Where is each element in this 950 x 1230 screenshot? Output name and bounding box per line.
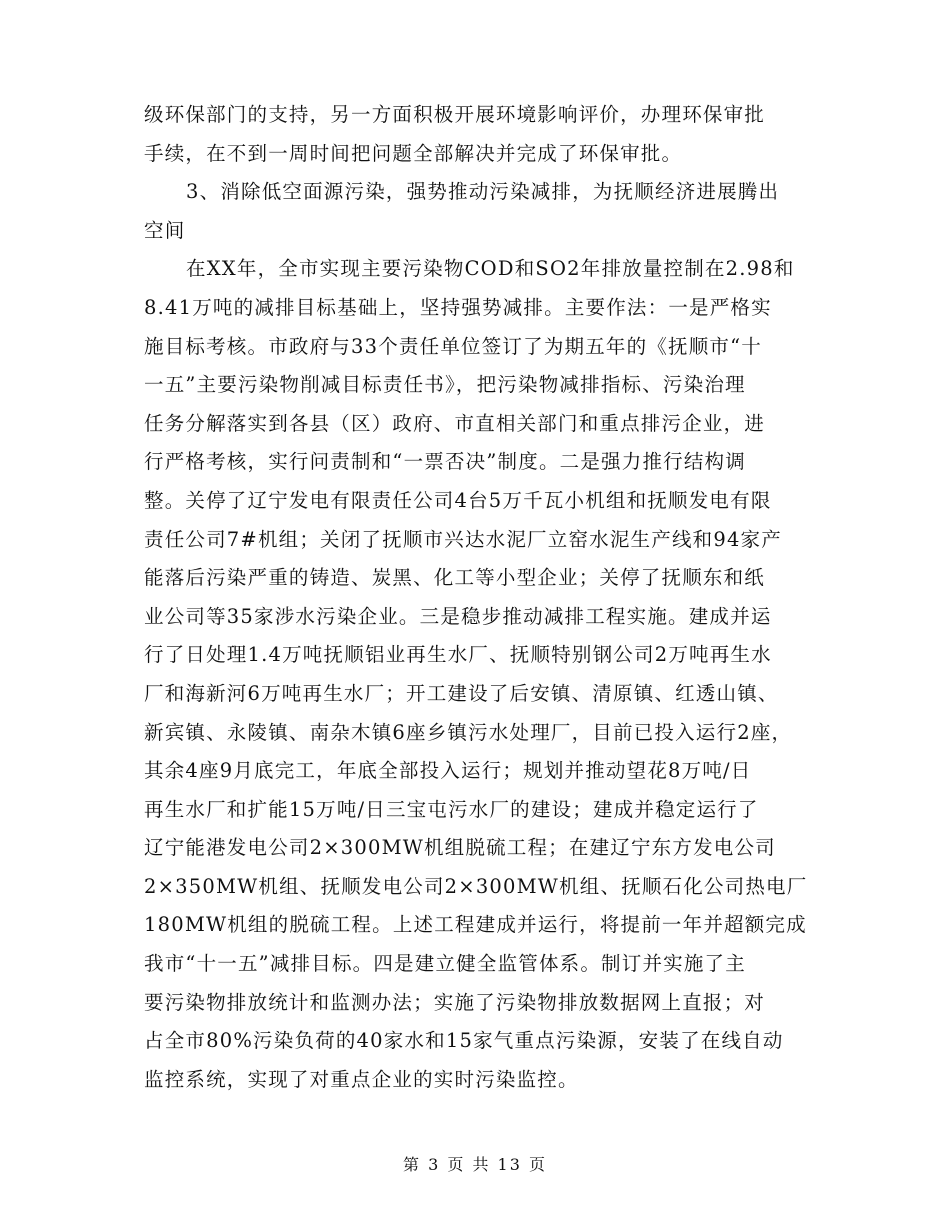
text-line: 责任公司7#机组；关闭了抚顺市兴达水泥厂立窑水泥生产线和94家产 bbox=[144, 527, 782, 551]
body-text bbox=[144, 96, 824, 1099]
text-line: 其余4座9月底完工，年底全部投入运行；规划并推动望花8万吨/日 bbox=[144, 759, 752, 783]
text-line: 任务分解落实到各县（区）政府、市直相关部门和重点排污企业，进 bbox=[144, 411, 766, 435]
text-line: 整。关停了辽宁发电有限责任公司4台5万千瓦小机组和抚顺发电有限 bbox=[144, 488, 772, 512]
text-line: 新宾镇、永陵镇、南杂木镇6座乡镇污水处理厂，目前已投入运行2座， bbox=[144, 720, 793, 744]
text-line: 业公司等35家涉水污染企业。三是稳步推动减排工程实施。建成并运 bbox=[144, 604, 772, 628]
text-line: 2×350MW机组、抚顺发电公司2×300MW机组、抚顺石化公司热电厂 bbox=[144, 874, 808, 898]
text-line: 手续，在不到一周时间把问题全部解决并完成了环保审批。 bbox=[144, 141, 683, 165]
text-line: 要污染物排放统计和监测办法；实施了污染物排放数据网上直报；对 bbox=[144, 990, 766, 1014]
text-line: 我市“十一五”减排目标。四是建立健全监管体系。制订并实施了主 bbox=[144, 952, 746, 976]
text-line: 行了日处理1.4万吨抚顺铝业再生水厂、抚顺特别钢公司2万吨再生水 bbox=[144, 643, 772, 667]
section-heading-continued: 空间 bbox=[144, 218, 186, 242]
text-line: 8.41万吨的减排目标基础上，坚持强势减排。主要作法：一是严格实 bbox=[144, 295, 772, 319]
text-line: 施目标考核。市政府与33个责任单位签订了为期五年的《抚顺市“十 bbox=[144, 334, 762, 358]
text-line: 再生水厂和扩能15万吨/日三宝屯污水厂的建设；建成并稳定运行了 bbox=[144, 797, 759, 821]
text-line: 级环保部门的支持，另一方面积极开展环境影响评价，办理环保审批 bbox=[144, 103, 766, 126]
text-line: 在XX年，全市实现主要污染物COD和SO2年排放量控制在2.98和 bbox=[186, 257, 795, 281]
text-line: 180MW机组的脱硫工程。上述工程建成并运行，将提前一年并超额完成 bbox=[144, 913, 807, 937]
text-line: 监控系统，实现了对重点企业的实时污染监控。 bbox=[144, 1067, 579, 1091]
text-line: 占全市80%污染负荷的40家水和15家气重点污染源，安装了在线自动 bbox=[144, 1029, 784, 1053]
text-line: 厂和海新河6万吨再生水厂；开工建设了后安镇、清原镇、红透山镇、 bbox=[144, 681, 779, 705]
text-line: 一五”主要污染物削减目标责任书》，把污染物减排指标、污染治理 bbox=[144, 373, 746, 397]
text-line: 行严格考核，实行问责制和“一票否决”制度。二是强力推行结构调 bbox=[144, 450, 746, 474]
text-line: 能落后污染严重的铸造、炭黑、化工等小型企业；关停了抚顺东和纸 bbox=[144, 566, 766, 590]
section-heading: 3、消除低空面源污染，强势推动污染减排，为抚顺经济进展腾出 bbox=[186, 180, 780, 204]
text-line: 辽宁能港发电公司2×300MW机组脱硫工程；在建辽宁东方发电公司 bbox=[144, 836, 776, 860]
page-number-footer: 第 3 页 共 13 页 bbox=[403, 1155, 547, 1174]
